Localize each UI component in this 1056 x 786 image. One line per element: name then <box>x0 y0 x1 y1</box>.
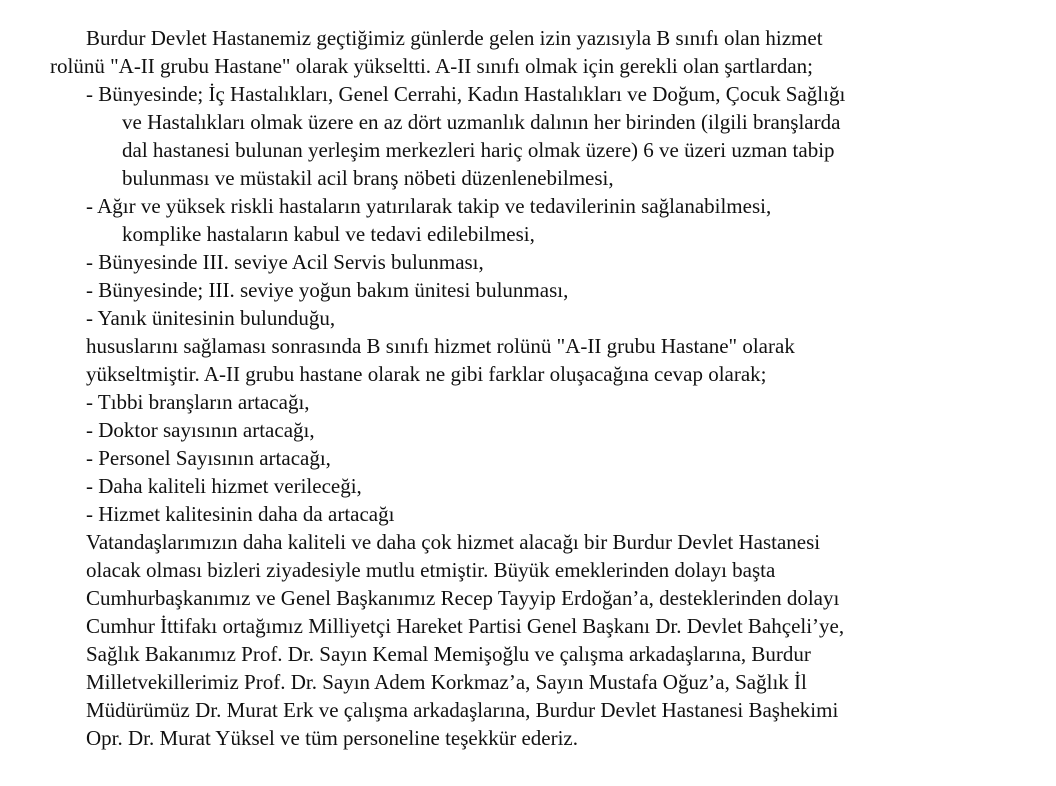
closing-line-6: Milletvekillerimiz Prof. Dr. Sayın Adem Korkmaz’a, Sayın Mustafa Oğuz’a, Sağlık İl <box>86 670 807 694</box>
benefit-5: - Hizmet kalitesinin daha da artacağı <box>86 502 395 526</box>
closing-line-4: Cumhur İttifakı ortağımız Milliyetçi Hareket Partisi Genel Başkanı Dr. Devlet Bahçeli’ye, <box>86 614 845 638</box>
middle-line-1: hususlarını sağlaması sonrasında B sınıfı hizmet rolünü "A-II grubu Hastane" olarak <box>86 334 795 358</box>
requirement-4: - Bünyesinde; III. seviye yoğun bakım ünitesi bulunması, <box>86 278 569 302</box>
closing-line-8: Opr. Dr. Murat Yüksel ve tüm personeline teşekkür ederiz. <box>86 726 579 750</box>
benefit-3: - Personel Sayısının artacağı, <box>86 446 331 470</box>
closing-line-1: Vatandaşlarımızın daha kaliteli ve daha çok hizmet alacağı bir Burdur Devlet Hastanesi <box>86 530 821 554</box>
requirement-2-line-2: komplike hastaların kabul ve tedavi edilebilmesi, <box>122 222 535 246</box>
benefit-1: - Tıbbi branşların artacağı, <box>86 390 310 414</box>
requirement-1-line-4: bulunması ve müstakil acil branş nöbeti düzenlenebilmesi, <box>122 166 614 190</box>
intro-line-1: Burdur Devlet Hastanemiz geçtiğimiz günlerde gelen izin yazısıyla B sınıfı olan hizmet <box>86 26 823 50</box>
closing-line-2: olacak olması bizleri ziyadesiyle mutlu etmiştir. Büyük emeklerinden dolayı başta <box>86 558 776 582</box>
closing-line-3: Cumhurbaşkanımız ve Genel Başkanımız Recep Tayyip Erdoğan’a, desteklerinden dolayı <box>86 586 840 610</box>
intro-line-2: rolünü "A-II grubu Hastane" olarak yükseltti. A-II sınıfı olmak için gerekli olan şartlardan; <box>50 54 814 78</box>
benefit-4: - Daha kaliteli hizmet verileceği, <box>86 474 362 498</box>
benefit-2: - Doktor sayısının artacağı, <box>86 418 315 442</box>
closing-line-5: Sağlık Bakanımız Prof. Dr. Sayın Kemal Memişoğlu ve çalışma arkadaşlarına, Burdur <box>86 642 811 666</box>
requirement-1-line-2: ve Hastalıkları olmak üzere en az dört uzmanlık dalının her birinden (ilgili branşlarda <box>122 110 841 134</box>
requirement-3: - Bünyesinde III. seviye Acil Servis bulunması, <box>86 250 484 274</box>
requirement-2-line-1: - Ağır ve yüksek riskli hastaların yatırılarak takip ve tedavilerinin sağlanabilmesi, <box>86 194 772 218</box>
requirement-1-line-3: dal hastanesi bulunan yerleşim merkezleri hariç olmak üzere) 6 ve üzeri uzman tabip <box>122 138 835 162</box>
closing-line-7: Müdürümüz Dr. Murat Erk ve çalışma arkadaşlarına, Burdur Devlet Hastanesi Başhekimi <box>86 698 839 722</box>
requirement-5: - Yanık ünitesinin bulunduğu, <box>86 306 336 330</box>
middle-line-2: yükseltmiştir. A-II grubu hastane olarak ne gibi farklar oluşacağına cevap olarak; <box>86 362 767 386</box>
requirement-1-line-1: - Bünyesinde; İç Hastalıkları, Genel Cerrahi, Kadın Hastalıkları ve Doğum, Çocuk Sağlığı <box>86 82 846 106</box>
